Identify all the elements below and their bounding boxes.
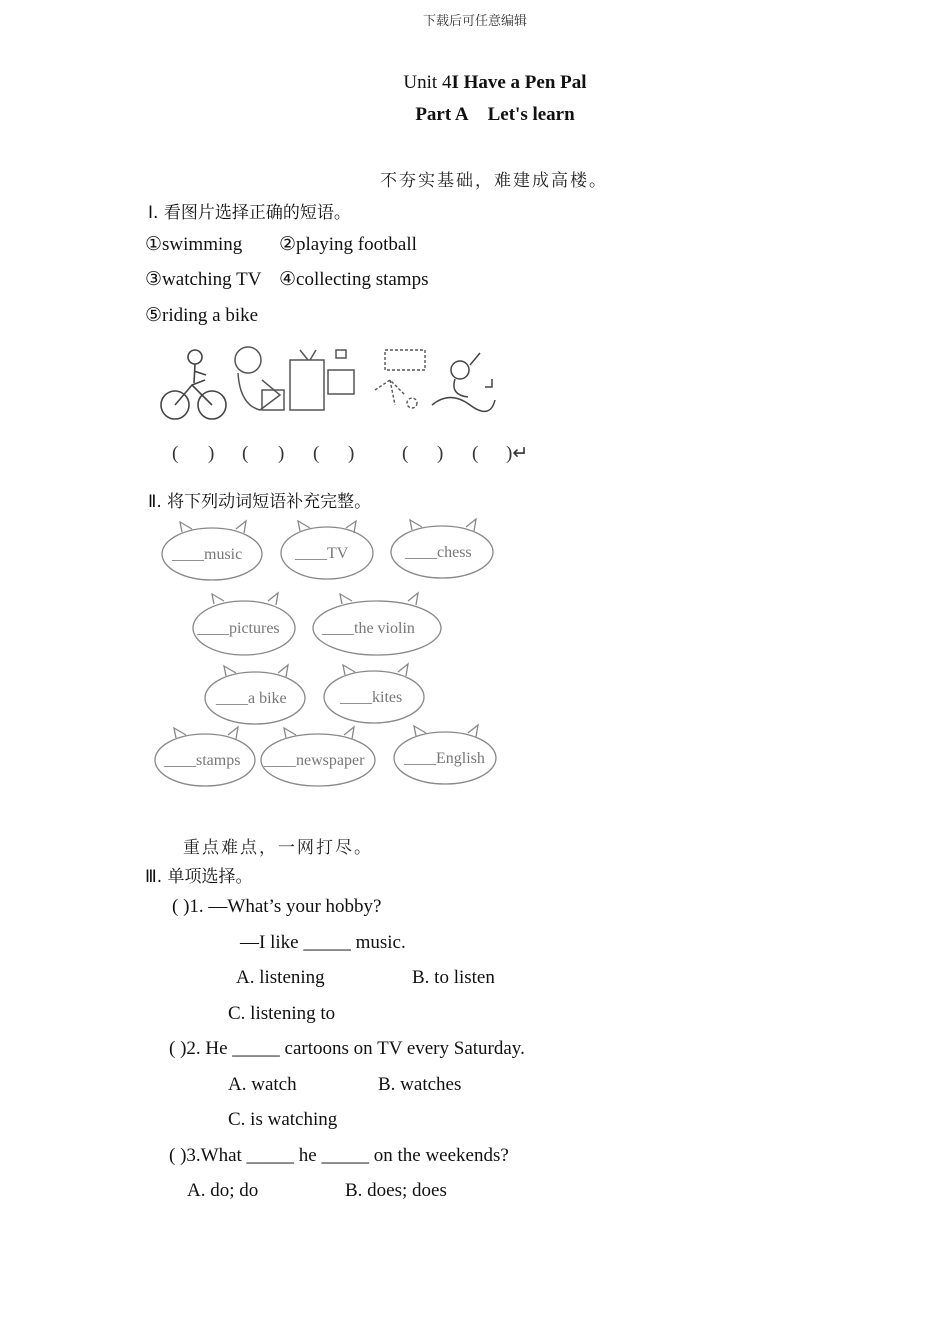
bike-picture — [161, 350, 226, 419]
bracket-5-close: )↵ — [506, 443, 529, 464]
q2-option-c: C. is watching — [228, 1109, 338, 1130]
hobby-pictures — [150, 335, 530, 475]
bubble-newspaper: ____newspaper — [264, 752, 365, 769]
bracket-5-open: ( — [472, 443, 479, 464]
q1-stem: ( )1. —What’s your hobby? — [172, 896, 382, 917]
bubble-violin: ____the violin — [322, 620, 415, 637]
unit-prefix: Unit 4 — [403, 72, 452, 93]
bracket-1-open: ( — [172, 443, 179, 464]
option-1: ①swimming — [145, 234, 243, 255]
motto-foundation: 不夯实基础，难建成高楼。 — [380, 171, 608, 191]
section1-heading: Ⅰ. 看图片选择正确的短语。 — [148, 203, 351, 223]
q1-option-a: A. listening — [236, 967, 325, 988]
unit-title — [0, 72, 950, 94]
bubble-kites: ____kites — [340, 689, 403, 706]
bubble-tv: ____TV — [295, 545, 349, 562]
option-4: ④collecting stamps — [279, 269, 429, 290]
section2-heading: Ⅱ. 将下列动词短语补充完整。 — [148, 492, 372, 512]
q3-option-b: B. does; does — [345, 1180, 447, 1201]
q2-option-a: A. watch — [228, 1074, 297, 1095]
answer-brackets — [172, 443, 528, 464]
bracket-3-close: ) — [348, 443, 355, 464]
football-picture — [375, 350, 425, 408]
bracket-2-open: ( — [242, 443, 249, 464]
bracket-1-close: ) — [208, 443, 215, 464]
part-label: Part A — [415, 104, 469, 125]
option-2: ②playing football — [279, 234, 417, 255]
page-header: 下载后可任意编辑 — [422, 13, 527, 28]
verb-bubbles — [150, 518, 510, 798]
q3-stem: ( )3.What _____ he _____ on the weekends? — [169, 1145, 509, 1166]
lesson-label: Let's learn — [487, 104, 575, 125]
bracket-3-open: ( — [313, 443, 320, 464]
bracket-4-open: ( — [402, 443, 409, 464]
bubble-music: ____music — [172, 546, 243, 563]
bubble-stamps: ____stamps — [164, 752, 241, 769]
unit-name: I Have a Pen Pal — [451, 72, 587, 93]
tv-picture — [290, 350, 354, 410]
q3-option-a: A. do; do — [187, 1180, 259, 1201]
option-5: ⑤riding a bike — [145, 305, 259, 326]
swimming-picture — [432, 353, 495, 411]
bubble-pictures: ____pictures — [197, 620, 280, 637]
q1-option-c: C. listening to — [228, 1003, 336, 1024]
bubble-bike: ____a bike — [216, 690, 287, 707]
q2-stem: ( )2. He _____ cartoons on TV every Saturday. — [169, 1038, 525, 1059]
motto-keypoints: 重点难点，一网打尽。 — [183, 838, 373, 858]
q1-answer-line: —I like _____ music. — [240, 932, 406, 953]
bubble-chess: ____chess — [405, 544, 472, 561]
q2-option-b: B. watches — [378, 1074, 462, 1095]
option-3: ③watching TV — [145, 269, 262, 290]
q1-option-b: B. to listen — [412, 967, 495, 988]
section3-heading: Ⅲ. 单项选择。 — [145, 867, 253, 887]
stamps-picture — [235, 347, 284, 410]
bracket-2-close: ) — [278, 443, 285, 464]
bracket-4-close: ) — [437, 443, 444, 464]
bubble-english: ____English — [404, 750, 485, 767]
part-title — [0, 104, 950, 126]
